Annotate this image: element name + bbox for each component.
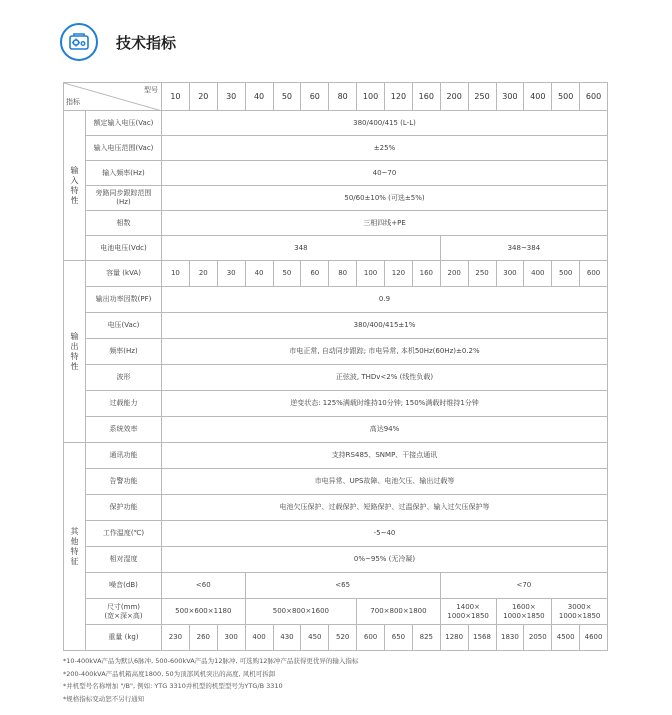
model-header: 160 — [412, 83, 440, 111]
table-cell: 825 — [412, 625, 440, 651]
row-value: 348~384 — [440, 236, 607, 261]
row-value: -5~40 — [162, 521, 608, 547]
model-header: 600 — [580, 83, 608, 111]
row-label: 电压(Vac) — [86, 313, 162, 339]
row-value: 380/400/415±1% — [162, 313, 608, 339]
row-label: 容量 (kVA) — [86, 261, 162, 287]
row-label: 输入电压范围(Vac) — [86, 136, 162, 161]
row-value: ±25% — [162, 136, 608, 161]
row-value: 高达94% — [162, 417, 608, 443]
table-cell: 450 — [301, 625, 329, 651]
table-cell: 1280 — [440, 625, 468, 651]
row-label: 告警功能 — [86, 469, 162, 495]
row-value: 50/60±10% (可选±5%) — [162, 186, 608, 211]
table-row — [64, 547, 608, 573]
model-header: 20 — [189, 83, 217, 111]
section-header — [60, 22, 176, 62]
table-row — [64, 339, 608, 365]
table-cell: 520 — [329, 625, 357, 651]
row-label: 保护功能 — [86, 495, 162, 521]
table-cell: 1568 — [468, 625, 496, 651]
table-cell: 300 — [217, 625, 245, 651]
row-label: 通讯功能 — [86, 443, 162, 469]
row-value: 3000× 1000×1850 — [552, 599, 608, 625]
row-label: 重量 (kg) — [86, 625, 162, 651]
table-row — [64, 287, 608, 313]
row-label: 工作温度(℃) — [86, 521, 162, 547]
section-title: 技术指标 — [116, 33, 177, 52]
group-label-input: 输 入 特 性 — [64, 111, 86, 261]
table-row — [64, 236, 608, 261]
row-value: 市电异常、UPS故障、电池欠压、输出过载等 — [162, 469, 608, 495]
model-header: 100 — [357, 83, 385, 111]
table-row — [64, 391, 608, 417]
footnote: *并机型号名称增加 "/B", 例如: YTG 3310并机型的机型型号为YTG/B 3310 — [63, 682, 283, 690]
row-value: 348 — [162, 236, 441, 261]
table-cell: 80 — [329, 261, 357, 287]
model-header: 50 — [273, 83, 301, 111]
row-value: 逆变状态: 125%满载时维持10分钟; 150%满载时维持1分钟 — [162, 391, 608, 417]
table-cell: 30 — [217, 261, 245, 287]
row-value: <60 — [162, 573, 246, 599]
row-label: 电池电压(Vdc) — [86, 236, 162, 261]
table-cell: 260 — [189, 625, 217, 651]
row-value: 电池欠压保护、过载保护、短路保护、过温保护、输入过欠压保护等 — [162, 495, 608, 521]
model-header: 30 — [217, 83, 245, 111]
corner-spec-label: 指标 — [66, 98, 80, 107]
table-cell: 230 — [162, 625, 190, 651]
table-row — [64, 625, 608, 651]
row-label: 额定输入电压(Vac) — [86, 111, 162, 136]
model-header: 10 — [162, 83, 190, 111]
table-cell: 160 — [412, 261, 440, 287]
spec-table — [63, 82, 608, 651]
row-value: 1600× 1000×1850 — [496, 599, 552, 625]
row-value: 40~70 — [162, 161, 608, 186]
corner-cell — [64, 83, 162, 111]
table-row — [64, 313, 608, 339]
table-row — [64, 417, 608, 443]
model-header: 300 — [496, 83, 524, 111]
model-header: 500 — [552, 83, 580, 111]
table-cell: 100 — [357, 261, 385, 287]
model-header: 250 — [468, 83, 496, 111]
table-cell: 4500 — [552, 625, 580, 651]
row-value: 三相四线+PE — [162, 211, 608, 236]
row-label: 旁路同步跟踪范围 (Hz) — [86, 186, 162, 211]
row-value: 支持RS485、SNMP、干接点通讯 — [162, 443, 608, 469]
model-header: 40 — [245, 83, 273, 111]
row-label: 噪音(dB) — [86, 573, 162, 599]
table-cell: 500 — [552, 261, 580, 287]
group-label-other: 其 他 特 征 — [64, 443, 86, 651]
row-label: 波形 — [86, 365, 162, 391]
footnote: *10-400kVA产品为默认6脉冲, 500-600kVA产品为12脉冲, 可选购12脉冲产品获得更优异的输入指标 — [63, 657, 359, 665]
table-row — [64, 521, 608, 547]
table-cell: 300 — [496, 261, 524, 287]
row-label: 输入频率(Hz) — [86, 161, 162, 186]
footnote: *200-400kVA产品机箱高度1800, 50为顶部风机突出的高度, 风机可拆卸 — [63, 669, 276, 678]
table-cell: 10 — [162, 261, 190, 287]
table-cell: 200 — [440, 261, 468, 287]
row-value: 市电正常, 自动同步跟踪; 市电异常, 本机50Hz(60Hz)±0.2% — [162, 339, 608, 365]
row-label: 系统效率 — [86, 417, 162, 443]
corner-model-label: 型号 — [144, 86, 158, 94]
row-label: 频率(Hz) — [86, 339, 162, 365]
row-value: 0%~95% (无冷凝) — [162, 547, 608, 573]
table-cell: 120 — [385, 261, 413, 287]
row-label: 相对湿度 — [86, 547, 162, 573]
table-cell: 2050 — [524, 625, 552, 651]
table-cell: 50 — [273, 261, 301, 287]
row-label: 过载能力 — [86, 391, 162, 417]
group-label-output: 输 出 特 性 — [64, 261, 86, 443]
table-row — [64, 161, 608, 186]
table-cell: 650 — [385, 625, 413, 651]
table-row — [64, 365, 608, 391]
row-value: 500×600×1180 — [162, 599, 246, 625]
model-header: 120 — [385, 83, 413, 111]
row-value: 500×800×1600 — [245, 599, 357, 625]
table-cell: 60 — [301, 261, 329, 287]
gear-document-icon — [60, 23, 98, 61]
row-value: 700×800×1800 — [357, 599, 441, 625]
row-label: 尺寸(mm) (宽×深×高) — [86, 599, 162, 625]
row-value: <65 — [245, 573, 440, 599]
table-row — [64, 443, 608, 469]
row-value: 0.9 — [162, 287, 608, 313]
table-cell: 430 — [273, 625, 301, 651]
table-cell: 250 — [468, 261, 496, 287]
table-cell: 600 — [357, 625, 385, 651]
model-header: 400 — [524, 83, 552, 111]
table-row — [64, 599, 608, 625]
table-cell: 40 — [245, 261, 273, 287]
table-cell: 400 — [245, 625, 273, 651]
table-cell: 600 — [580, 261, 608, 287]
table-row — [64, 495, 608, 521]
model-header: 80 — [329, 83, 357, 111]
table-row — [64, 211, 608, 236]
table-row — [64, 186, 608, 211]
row-label: 输出功率因数(PF) — [86, 287, 162, 313]
model-header: 200 — [440, 83, 468, 111]
row-value: <70 — [440, 573, 607, 599]
row-value: 1400× 1000×1850 — [440, 599, 496, 625]
model-header-row — [64, 83, 608, 111]
table-cell: 400 — [524, 261, 552, 287]
row-label: 相数 — [86, 211, 162, 236]
row-value: 正弦波, THDv<2% (线性负载) — [162, 365, 608, 391]
table-cell: 20 — [189, 261, 217, 287]
table-row — [64, 136, 608, 161]
footnote: *规格指标变动恕不另行通知 — [63, 694, 145, 703]
table-row — [64, 261, 608, 287]
table-cell: 4600 — [580, 625, 608, 651]
table-row — [64, 469, 608, 495]
table-row — [64, 111, 608, 136]
table-row — [64, 573, 608, 599]
table-cell: 1830 — [496, 625, 524, 651]
model-header: 60 — [301, 83, 329, 111]
footnotes — [63, 655, 358, 705]
row-value: 380/400/415 (L-L) — [162, 111, 608, 136]
